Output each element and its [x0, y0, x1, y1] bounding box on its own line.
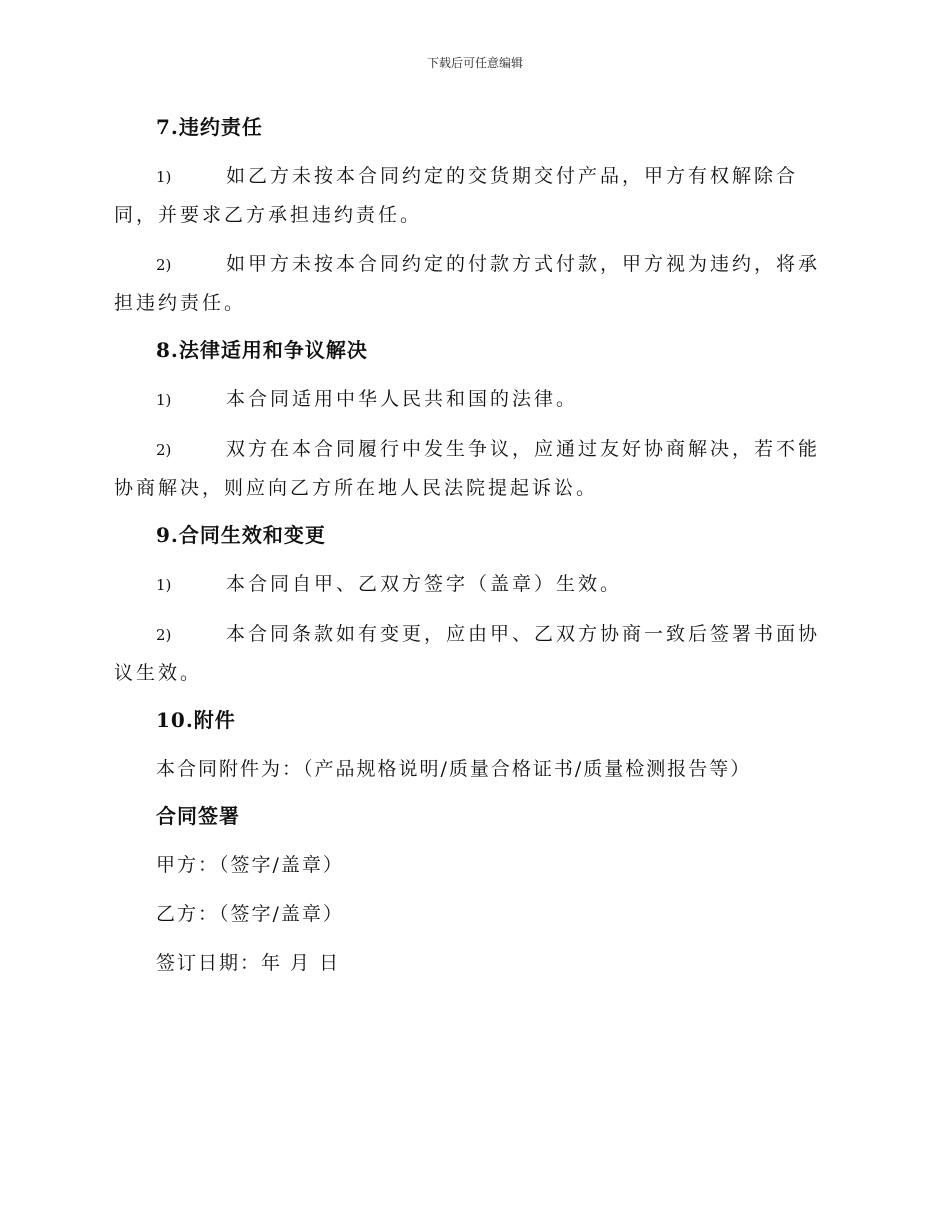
party-b-signature: 乙方：（签字/盖章） [156, 903, 344, 925]
section-heading: 7.违约责任 [156, 115, 263, 139]
section-heading: 8.法律适用和争议解决 [156, 338, 368, 362]
list-item [114, 565, 834, 604]
item-number: 1) [156, 391, 172, 409]
attachments-text: 本合同附件为：（产品规格说明/质量合格证书/质量检测报告等） [156, 758, 752, 780]
document-body [114, 110, 834, 993]
section-effect-changes [114, 518, 834, 692]
party-a-signature: 甲方：（签字/盖章） [156, 854, 344, 876]
item-text: 双方在本合同履行中发生争议，应通过友好协商解决，若不能协商解决，则应向乙方所在地人民法院提起诉讼。 [114, 438, 821, 499]
item-number: 2) [156, 441, 172, 459]
item-text: 本合同适用中华人民共和国的法律。 [226, 388, 579, 410]
item-number: 1) [156, 576, 172, 594]
list-item [114, 615, 834, 692]
item-text: 如甲方未按本合同约定的付款方式付款，甲方视为违约，将承担违约责任。 [114, 253, 821, 314]
item-number: 2) [156, 626, 172, 644]
section-heading: 9.合同生效和变更 [156, 523, 326, 547]
list-item [114, 157, 834, 234]
section-heading: 10.附件 [156, 708, 236, 732]
section-law-disputes [114, 333, 834, 507]
item-number: 1) [156, 168, 172, 186]
list-item [114, 430, 834, 507]
item-number: 2) [156, 256, 172, 274]
section-heading: 合同签署 [156, 804, 240, 828]
section-breach-liability [114, 110, 834, 322]
list-item [114, 380, 834, 419]
item-text: 本合同条款如有变更，应由甲、乙双方协商一致后签署书面协议生效。 [114, 623, 821, 684]
item-text: 本合同自甲、乙双方签字（盖章）生效。 [226, 573, 623, 595]
item-text: 如乙方未按本合同约定的交货期交付产品，甲方有权解除合同，并要求乙方承担违约责任。 [114, 165, 799, 226]
page-header: 下载后可任意编辑 [426, 56, 523, 70]
signing-date: 签订日期：年 月 日 [156, 952, 341, 974]
section-attachments [114, 703, 834, 788]
section-signing [114, 799, 834, 982]
list-item [114, 245, 834, 322]
